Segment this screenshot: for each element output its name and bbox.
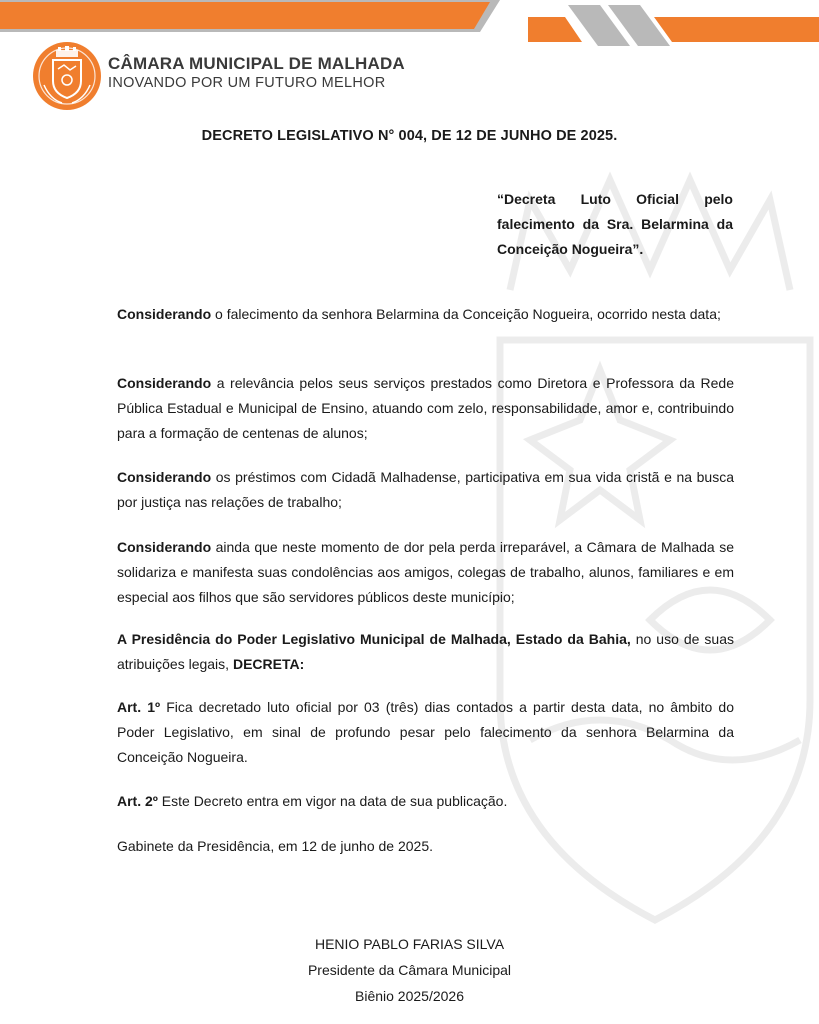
municipal-seal-icon xyxy=(32,41,102,111)
considering-paragraph-1 xyxy=(117,302,734,327)
paragraph-text: ainda que neste momento de dor pela perda irreparável, a Câmara de Malhada se solidariza e manifesta suas condolências aos amigos, colegas de trabalho, alunos, familiares e em especial aos filhos que são servidores públicos deste município; xyxy=(117,539,734,605)
closing-line: Gabinete da Presidência, em 12 de junho de 2025. xyxy=(117,838,434,854)
decree-intro-text: no uso de suas atribuições legais, xyxy=(117,631,734,672)
paragraph-text: os préstimos com Cidadã Malhadense, participativa em sua vida cristã e na busca por justiça nas relações de trabalho; xyxy=(117,469,734,510)
decree-intro-paragraph xyxy=(117,627,734,677)
paragraph-text: a relevância pelos seus serviços prestados como Diretora e Professora da Rede Pública Estadual e Municipal de Ensino, atuando com zelo, responsabilidade, amor e, contribuindo para a formação de centenas de alunos; xyxy=(117,375,734,441)
decree-intro-lead: A Presidência do Poder Legislativo Municipal de Malhada, Estado da Bahia, xyxy=(117,631,631,647)
signatory-term: Biênio 2025/2026 xyxy=(355,988,464,1004)
article-2 xyxy=(117,789,734,814)
org-name: CÂMARA MUNICIPAL DE MALHADA xyxy=(108,54,405,73)
article-text: Este Decreto entra em vigor na data de sua publicação. xyxy=(157,793,508,809)
paragraph-lead: Considerando xyxy=(117,375,212,391)
article-number: Art. 1º xyxy=(117,699,161,715)
article-number: Art. 2º xyxy=(117,793,158,809)
considering-paragraph-2 xyxy=(117,371,734,446)
paragraph-lead: Considerando xyxy=(117,539,212,555)
header-decor-bar-right xyxy=(520,0,819,46)
considering-paragraph-4 xyxy=(117,535,734,610)
signatory-role: Presidente da Câmara Municipal xyxy=(307,962,512,978)
article-1 xyxy=(117,695,734,770)
decree-intro-tail: DECRETA: xyxy=(232,656,305,672)
considering-paragraph-3 xyxy=(117,465,734,515)
decree-title: DECRETO LEGISLATIVO N° 004, DE 12 DE JUNHO DE 2025. xyxy=(201,128,618,144)
decree-ementa: “Decreta Luto Oficial pelo falecimento da Sra. Belarmina da Conceição Nogueira”. xyxy=(497,191,733,257)
article-text: Fica decretado luto oficial por 03 (três) dias contados a partir desta data, no âmbito do Poder Legislativo, em sinal de profundo pesar pelo falecimento da senhora Belarmina da Conceição Nogueira. xyxy=(117,699,734,765)
org-slogan: INOVANDO POR UM FUTURO MELHOR xyxy=(108,75,386,91)
paragraph-lead: Considerando xyxy=(117,306,212,322)
header-decor-bar-left xyxy=(0,0,510,32)
signatory-name: HENIO PABLO FARIAS SILVA xyxy=(314,936,505,952)
paragraph-lead: Considerando xyxy=(117,469,212,485)
paragraph-text: o falecimento da senhora Belarmina da Conceição Nogueira, ocorrido nesta data; xyxy=(211,306,721,322)
